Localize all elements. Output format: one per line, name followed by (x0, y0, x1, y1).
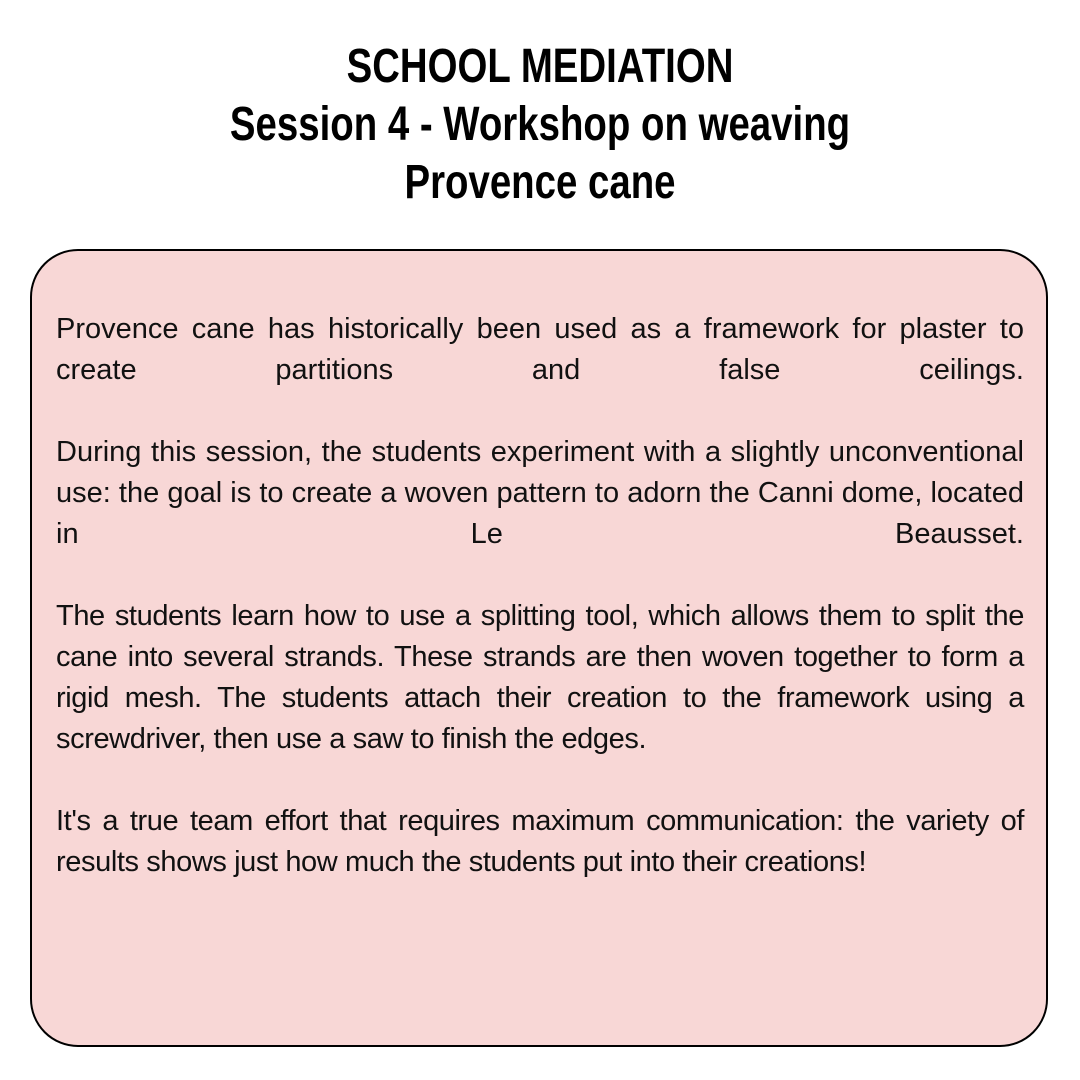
header-subtitle: Provence cane (404, 156, 676, 209)
page-header (108, 38, 972, 212)
paragraph-teamwork: It's a true team effort that requires maximum communication: the variety of results shows just how much the students put into their creations! (56, 805, 1024, 878)
paragraph-process: The students learn how to use a splitting tool, which allows them to split the cane into several strands. These strands are then woven together to form a rigid mesh. The students attach their creation to the framework using a screwdriver, then use a saw to finish the edges. (56, 600, 1024, 755)
header-title: SCHOOL MEDIATION (346, 40, 734, 93)
paragraph-session: During this session, the students experiment with a slightly unconventional use: the goal is to create a woven pattern to adorn the Canni dome, located in Le Beausset. (56, 436, 1024, 550)
paragraph-history: Provence cane has historically been used as a framework for plaster to create partitions and false ceilings. (56, 313, 1024, 386)
header-session-title: Session 4 - Workshop on weaving (229, 98, 851, 151)
card-body (56, 309, 1024, 924)
